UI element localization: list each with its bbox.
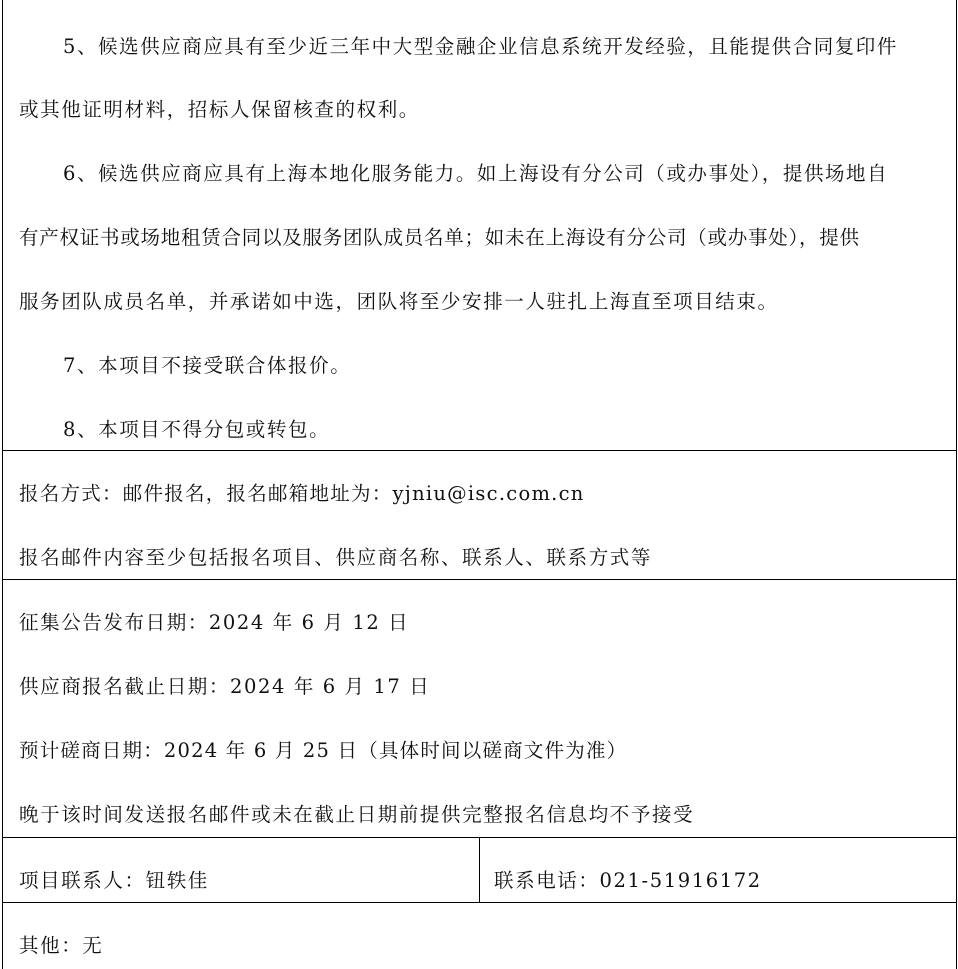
requirement-5-line-2: 或其他证明材料，招标人保留核查的权利。 [19,98,420,121]
requirement-7: 7、本项目不接受联合体报价。 [63,354,352,377]
contact-person-cell [2,838,480,903]
other-info: 其他：无 [19,934,104,957]
other-cell [2,903,957,969]
contact-phone: 联系电话：021-51916172 [494,869,762,892]
registration-content: 报名邮件内容至少包括报名项目、供应商名称、联系人、联系方式等 [19,546,653,569]
requirement-8: 8、本项目不得分包或转包。 [63,418,331,441]
requirement-6-line-1: 6、候选供应商应具有上海本地化服务能力。如上海设有分公司（或办事处），提供场地自 [63,162,889,185]
publish-date: 征集公告发布日期：2024 年 6 月 12 日 [19,611,410,634]
requirement-6-line-2: 有产权证书或场地租赁合同以及服务团队成员名单；如未在上海设有分公司（或办事处），提供 [19,226,860,249]
registration-method: 报名方式：邮件报名，报名邮箱地址为：yjniu@isc.com.cn [19,482,585,505]
registration-cell [2,451,957,580]
requirement-5-line-1: 5、候选供应商应具有至少近三年中大型金融企业信息系统开发经验，且能提供合同复印件 [63,35,898,58]
dates-cell [2,580,957,838]
contact-phone-cell [479,838,957,903]
negotiation-date: 预计磋商日期：2024 年 6 月 25 日（具体时间以磋商文件为准） [19,739,628,762]
registration-deadline: 供应商报名截止日期：2024 年 6 月 17 日 [19,675,431,698]
late-notice: 晚于该时间发送报名邮件或未在截止日期前提供完整报名信息均不予接受 [19,803,695,826]
requirement-6-line-3: 服务团队成员名单，并承诺如中选，团队将至少安排一人驻扎上海直至项目结束。 [19,290,779,313]
requirements-cell [2,0,957,451]
contact-person: 项目联系人：钮轶佳 [19,869,209,892]
